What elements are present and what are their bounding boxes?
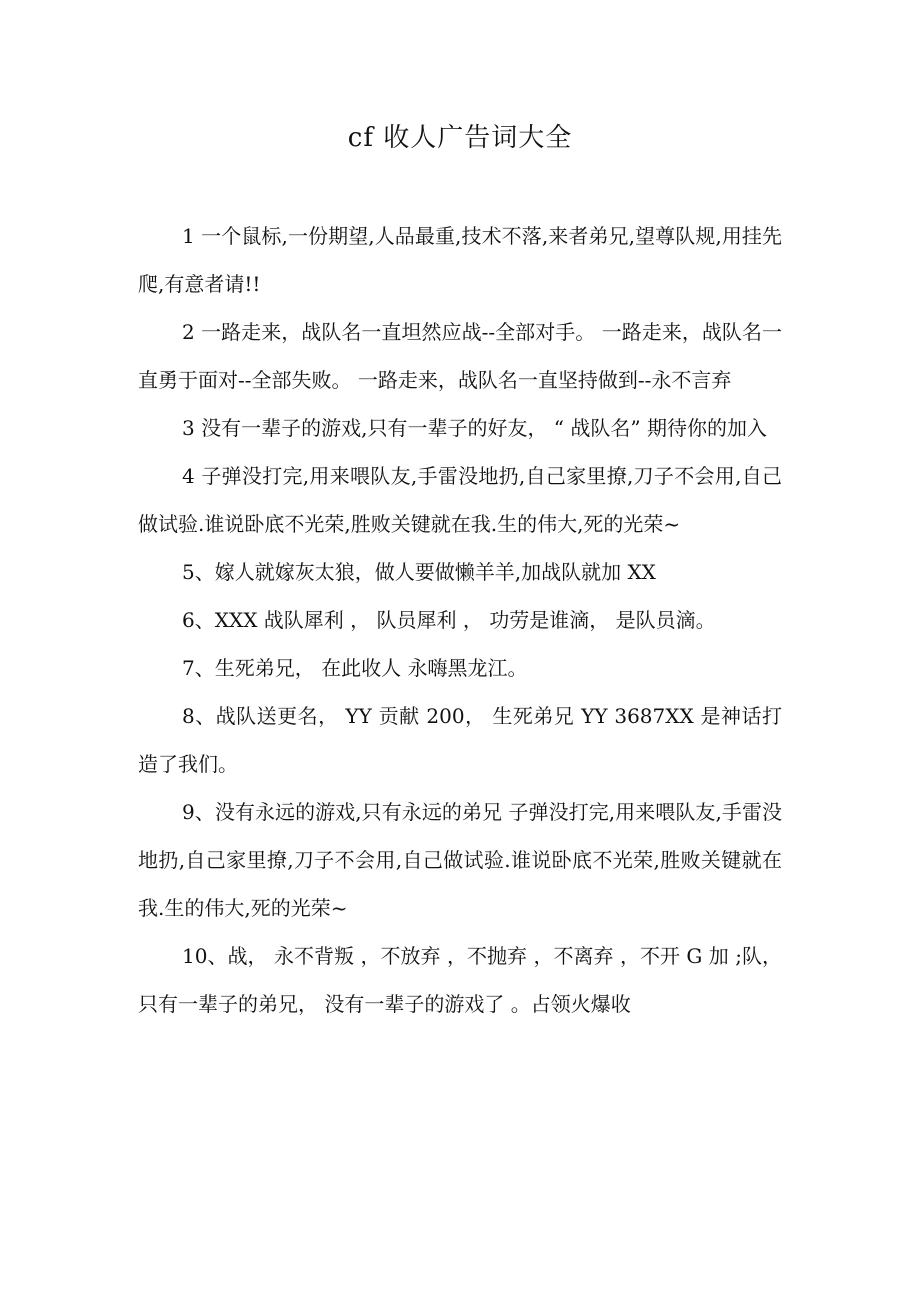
paragraph-4: 4 子弹没打完,用来喂队友,手雷没地扔,自己家里撩,刀子不会用,自己做试验.谁说卧底不光荣,胜败关键就在我.生的伟大,死的光荣~: [138, 464, 782, 536]
document-body: [138, 212, 782, 1028]
paragraph-2: 2 一路走来，战队名一直坦然应战--全部对手。 一路走来，战队名一直勇于面对--全部失败。 一路走来，战队名一直坚持做到--永不言弃: [138, 320, 782, 392]
paragraph-1: 1 一个鼠标,一份期望,人品最重,技术不落,来者弟兄,望尊队规,用挂先爬,有意者请!!: [138, 224, 782, 296]
paragraph-7: 7、生死弟兄， 在此收人 永嗨黑龙江。: [182, 656, 528, 680]
paragraph-9: 9、没有永远的游戏,只有永远的弟兄 子弹没打完,用来喂队友,手雷没地扔,自己家里撩,刀子不会用,自己做试验.谁说卧底不光荣,胜败关键就在我.生的伟大,死的光荣~: [138, 800, 782, 920]
paragraph-3: 3 没有一辈子的游戏,只有一辈子的好友， “ 战队名” 期待你的加入: [182, 416, 767, 440]
document-title: cf 收人广告词大全: [347, 123, 573, 153]
paragraph-5: 5、嫁人就嫁灰太狼，做人要做懒羊羊,加战队就加 XX: [182, 560, 656, 584]
paragraph-6: 6、XXX 战队犀利 ， 队员犀利 ， 功劳是谁滴， 是队员滴。: [182, 608, 716, 632]
paragraph-10: 10、战， 永不背叛 ，不放弃 ，不抛弃 ，不离弃 ，不开 G 加 ;队， 只有一辈子的弟兄， 没有一辈子的游戏了 。占领火爆收: [138, 944, 782, 1016]
paragraph-8: 8、战队送更名， YY 贡献 200， 生死弟兄 YY 3687XX 是神话打造了我们。: [138, 704, 782, 776]
